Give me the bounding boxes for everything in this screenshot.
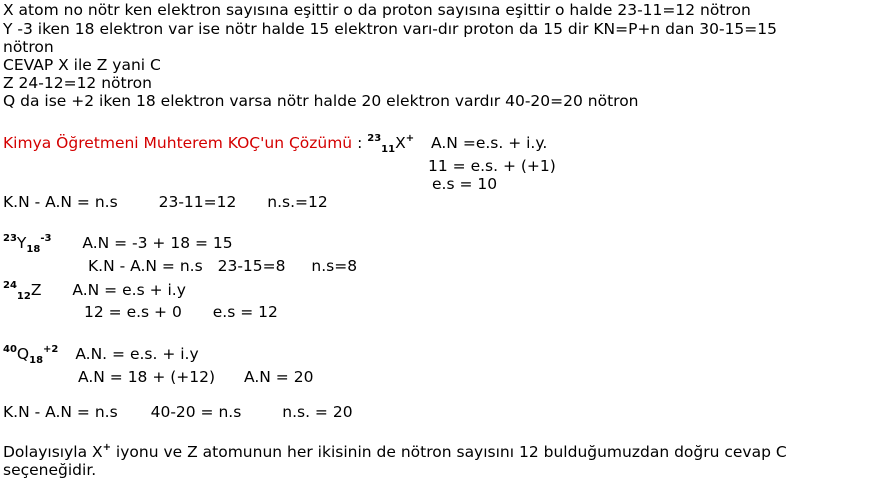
conclusion-text-b: iyonu ve Z atomunun her ikisinin de nötron sayısını 12 bulduğumuzdan doğru cevap C xyxy=(111,443,787,461)
solution-colon: : xyxy=(357,134,363,152)
y-kn-calc: 23-15=8 xyxy=(217,257,286,275)
x-equation-2: 11 = e.s. + (+1) xyxy=(428,157,556,175)
x-mass-number: 23 xyxy=(367,133,382,144)
x-equation-3: e.s = 10 xyxy=(432,175,498,193)
x-kn-formula: K.N - A.N = n.s xyxy=(3,193,118,211)
conclusion-text-a: Dolayısıyla X xyxy=(3,443,103,461)
x-isotope xyxy=(367,133,415,155)
q-neutron-line xyxy=(3,404,353,421)
q-kn-calc: 40-20 = n.s xyxy=(150,403,242,421)
question-line-2: Y -3 iken 18 elektron var ise nötr halde 15 elektron varı-dır proton da 15 dir KN=P+n dan 30-15=15 xyxy=(3,20,778,38)
x-kn-calc: 23-11=12 xyxy=(158,193,237,211)
z-equation-3: e.s = 12 xyxy=(212,303,278,321)
q-line-1 xyxy=(3,344,199,366)
y-atomic-number: 18 xyxy=(26,244,41,255)
question-line-4: CEVAP X ile Z yani C xyxy=(3,56,161,74)
question-line-1: X atom no nötr ken elektron sayısına eşittir o da proton sayısına eşittir o halde 23-11=12 nötron xyxy=(3,1,751,19)
y-symbol: Y xyxy=(16,234,27,252)
solution-header xyxy=(3,133,548,155)
conclusion-line-2: seçeneğidir. xyxy=(3,461,97,479)
z-atomic-number: 12 xyxy=(16,291,31,302)
x-symbol: X xyxy=(395,134,406,152)
solution-author: Kimya Öğretmeni Muhterem KOÇ'un Çözümü xyxy=(3,134,353,152)
q-charge: +2 xyxy=(43,344,59,355)
q-kn-formula: K.N - A.N = n.s xyxy=(3,403,118,421)
x-equation-1: A.N =e.s. + i.y. xyxy=(431,134,548,152)
x-neutron-line xyxy=(3,194,328,211)
y-charge: -3 xyxy=(40,233,52,244)
y-kn-formula: K.N - A.N = n.s xyxy=(88,257,203,275)
y-equation-1: A.N = -3 + 18 = 15 xyxy=(82,234,233,252)
q-kn-result: n.s. = 20 xyxy=(282,403,353,421)
x-kn-result: n.s.=12 xyxy=(267,193,328,211)
conclusion-charge: + xyxy=(102,442,111,453)
y-neutron-line xyxy=(88,258,357,275)
y-kn-result: n.s=8 xyxy=(311,257,358,275)
q-isotope xyxy=(3,344,59,366)
x-atomic-number: 11 xyxy=(381,144,396,155)
question-line-3: nötron xyxy=(3,38,54,56)
question-line-6: Q da ise +2 iken 18 elektron varsa nötr halde 20 elektron vardır 40-20=20 nötron xyxy=(3,92,639,110)
z-symbol: Z xyxy=(30,281,42,299)
z-equation-2: 12 = e.s + 0 xyxy=(84,303,182,321)
y-isotope xyxy=(3,233,52,255)
q-symbol: Q xyxy=(16,345,30,363)
q-line-2 xyxy=(78,369,313,386)
conclusion-line-1 xyxy=(3,444,787,461)
y-mass-number: 23 xyxy=(3,233,17,244)
q-equation-2b: A.N = 20 xyxy=(244,368,314,386)
q-atomic-number: 18 xyxy=(29,355,44,366)
z-mass-number: 24 xyxy=(3,280,17,291)
z-line-1 xyxy=(3,280,186,302)
z-line-2 xyxy=(84,304,278,321)
question-line-5: Z 24-12=12 nötron xyxy=(3,74,152,92)
x-charge: + xyxy=(405,133,415,144)
z-isotope xyxy=(3,280,42,302)
z-equation-1: A.N = e.s + i.y xyxy=(72,281,186,299)
q-equation-1: A.N. = e.s. + i.y xyxy=(75,345,199,363)
q-equation-2a: A.N = 18 + (+12) xyxy=(78,368,216,386)
q-mass-number: 40 xyxy=(3,344,17,355)
y-line-1 xyxy=(3,233,233,255)
